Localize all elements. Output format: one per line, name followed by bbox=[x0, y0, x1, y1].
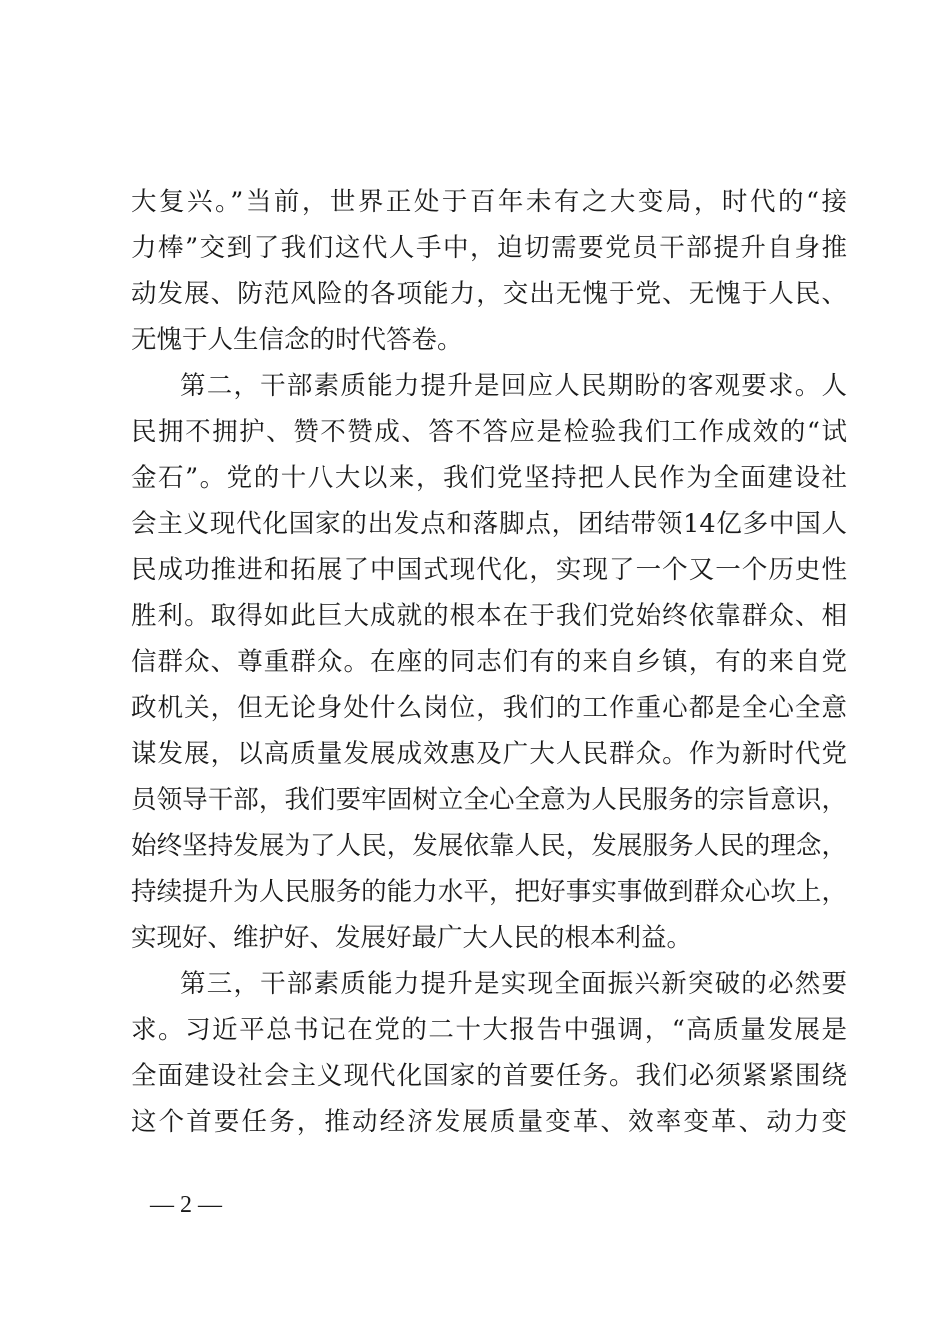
text-line-10: 胜利。取得如此巨大成就的根本在于我们党始终依靠群众、相 bbox=[131, 601, 847, 631]
text-line-7: 金石”。党的十八大以来，我们党坚持把人民作为全面建设社 bbox=[131, 463, 847, 493]
text-line-4: 无愧于人生信念的时代答卷。 bbox=[131, 325, 463, 355]
text-line-14: 员领导干部，我们要牢固树立全心全意为人民服务的宗旨意识， bbox=[131, 785, 847, 815]
text-line-8: 会主义现代化国家的出发点和落脚点，团结带领14亿多中国人 bbox=[131, 509, 847, 539]
text-line-16: 持续提升为人民服务的能力水平，把好事实事做到群众心坎上， bbox=[131, 877, 847, 907]
text-line-6: 民拥不拥护、赞不赞成、答不答应是检验我们工作成效的“试 bbox=[131, 417, 847, 447]
text-line-9: 民成功推进和拓展了中国式现代化，实现了一个又一个历史性 bbox=[131, 555, 847, 585]
page-number: — 2 — bbox=[150, 1192, 222, 1218]
text-line-19: 求。习近平总书记在党的二十大报告中强调，“高质量发展是 bbox=[131, 1015, 847, 1045]
text-line-20: 全面建设社会主义现代化国家的首要任务。我们必须紧紧围绕 bbox=[131, 1061, 847, 1091]
paragraph-2-first-line: 第二，干部素质能力提升是回应人民期盼的客观要求。人 bbox=[180, 371, 847, 401]
text-line-15: 始终坚持发展为了人民，发展依靠人民，发展服务人民的理念， bbox=[131, 831, 847, 861]
text-line-13: 谋发展，以高质量发展成效惠及广大人民群众。作为新时代党 bbox=[131, 739, 847, 769]
text-line-11: 信群众、尊重群众。在座的同志们有的来自乡镇，有的来自党 bbox=[131, 647, 847, 677]
paragraph-3-first-line: 第三，干部素质能力提升是实现全面振兴新突破的必然要 bbox=[180, 969, 847, 999]
text-line-21: 这个首要任务，推动经济发展质量变革、效率变革、动力变 bbox=[131, 1107, 847, 1137]
text-line-1: 大复兴。”当前，世界正处于百年未有之大变局，时代的“接 bbox=[131, 187, 847, 217]
text-line-2: 力棒”交到了我们这代人手中，迫切需要党员干部提升自身推 bbox=[131, 233, 847, 263]
text-line-17: 实现好、维护好、发展好最广大人民的根本利益。 bbox=[131, 923, 693, 953]
text-line-12: 政机关，但无论身处什么岗位，我们的工作重心都是全心全意 bbox=[131, 693, 847, 723]
text-line-3: 动发展、防范风险的各项能力，交出无愧于党、无愧于人民、 bbox=[131, 279, 847, 309]
